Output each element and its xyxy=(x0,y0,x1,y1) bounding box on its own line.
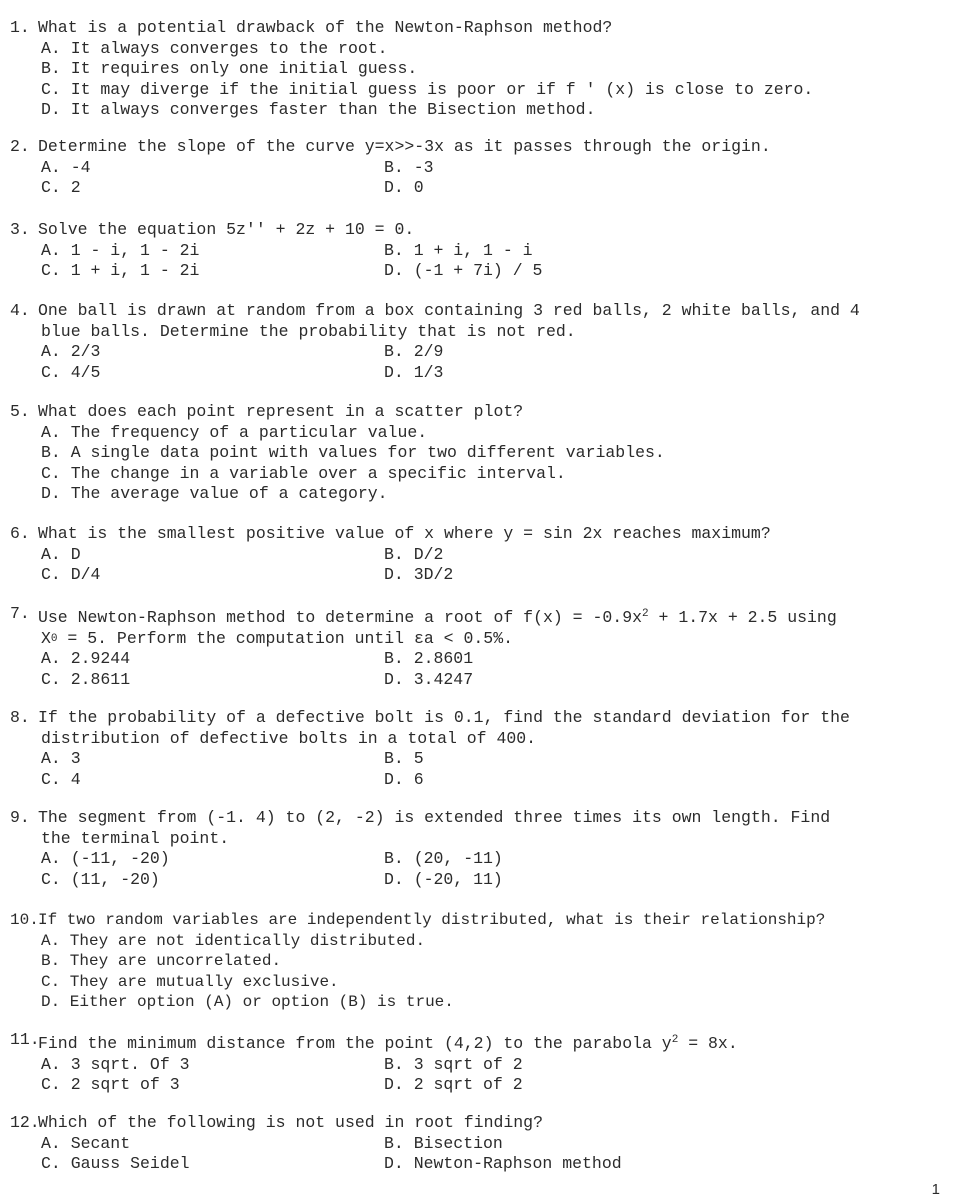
question-text: If the probability of a defective bolt is 0.1, find the standard deviation for the xyxy=(38,708,850,727)
option-a: A. The frequency of a particular value. xyxy=(41,422,428,442)
option-a: A. 3 sqrt. Of 3 xyxy=(41,1054,190,1074)
question-text: What is a potential drawback of the Newton-Raphson method? xyxy=(38,18,613,37)
question-text: Which of the following is not used in root finding? xyxy=(38,1113,543,1132)
option-b: B. 2.8601 xyxy=(384,649,474,668)
option-list xyxy=(10,931,960,1013)
question-5 xyxy=(10,402,960,505)
question-text: The segment from (-1. 4) to (2, -2) is extended three times its own length. Find xyxy=(38,808,831,827)
page-number: 1 xyxy=(931,1181,940,1198)
option-c: C. They are mutually exclusive. xyxy=(41,972,339,991)
option-a: A. (-11, -20) xyxy=(41,849,170,868)
option-b: B. 1 + i, 1 - i xyxy=(384,240,533,260)
option-a: A. It always converges to the root. xyxy=(41,38,388,58)
question-number: 12. xyxy=(10,1113,40,1132)
option-grid xyxy=(10,158,960,199)
option-grid xyxy=(10,545,960,586)
option-c: C. 1 + i, 1 - 2i xyxy=(41,261,200,280)
question-9 xyxy=(10,808,960,890)
question-4 xyxy=(10,301,960,383)
question-11 xyxy=(10,1030,960,1096)
option-c: C. 2.8611 xyxy=(41,669,131,689)
option-c: C. 4 xyxy=(41,769,81,789)
option-a: A. 1 - i, 1 - 2i xyxy=(41,240,200,260)
option-b: B. (20, -11) xyxy=(384,849,503,868)
option-list xyxy=(10,423,960,505)
question-text: If two random variables are independently distributed, what is their relationship? xyxy=(38,911,826,929)
question-text: One ball is drawn at random from a box containing 3 red balls, 2 white balls, and 4 xyxy=(38,301,860,320)
option-grid xyxy=(10,1055,960,1096)
question-text-continued: the terminal point. xyxy=(41,828,230,848)
option-a: A. D xyxy=(41,544,81,564)
question-text: What does each point represent in a scatter plot? xyxy=(38,402,524,421)
question-number: 11. xyxy=(10,1030,40,1049)
question-text: What is the smallest positive value of x where y = sin 2x reaches maximum? xyxy=(38,524,771,543)
question-number: 8. xyxy=(10,708,30,727)
option-c: C. (11, -20) xyxy=(41,869,160,889)
question-12 xyxy=(10,1113,960,1175)
option-b: B. 5 xyxy=(384,749,424,768)
question-1 xyxy=(10,18,960,121)
option-c: C. Gauss Seidel xyxy=(41,1154,190,1173)
option-b: B. 3 sqrt of 2 xyxy=(384,1054,523,1074)
option-d: D. 1/3 xyxy=(384,362,444,382)
option-list xyxy=(10,39,960,121)
question-2 xyxy=(10,137,960,199)
question-text-continued: X 0 = 5. Perform the computation until εa < 0.5%. xyxy=(41,628,513,648)
option-grid xyxy=(10,849,960,890)
option-d: D. 3D/2 xyxy=(384,565,454,584)
option-d: D. (-20, 11) xyxy=(384,869,503,889)
question-number: 7. xyxy=(10,604,30,623)
option-c: C. 4/5 xyxy=(41,362,101,382)
option-b: B. It requires only one initial guess. xyxy=(41,59,418,78)
question-3 xyxy=(10,220,960,282)
option-c: C. 2 xyxy=(41,178,81,197)
question-number: 1. xyxy=(10,18,30,37)
option-a: A. Secant xyxy=(41,1133,131,1153)
option-c: C. It may diverge if the initial guess is poor or if f ' (x) is close to zero. xyxy=(41,79,814,99)
option-a: A. They are not identically distributed. xyxy=(41,931,426,950)
question-text: Find the minimum distance from the point (4,2) to the parabola $y^2 = 8x$. xyxy=(38,1034,738,1053)
option-grid xyxy=(10,342,960,383)
option-grid xyxy=(10,649,960,690)
option-b: B. A single data point with values for two different variables. xyxy=(41,443,665,462)
option-c: C. D/4 xyxy=(41,565,101,584)
question-text: Use Newton-Raphson method to determine a root of $f(x) = -0.9x^2 + 1.7x + 2.5$ using xyxy=(38,608,837,627)
option-b: B. Bisection xyxy=(384,1133,503,1153)
option-b: B. They are uncorrelated. xyxy=(41,952,282,970)
option-d: D. 6 xyxy=(384,769,424,789)
option-grid xyxy=(10,749,960,790)
option-a: A. 2/3 xyxy=(41,342,101,361)
question-number: 5. xyxy=(10,402,30,421)
question-text: Determine the slope of the curve y=x>>-3x as it passes through the origin. xyxy=(38,137,771,156)
option-b: B. -3 xyxy=(384,157,434,177)
question-text-continued: blue balls. Determine the probability that is not red. xyxy=(41,321,576,341)
option-d: D. It always converges faster than the Bisection method. xyxy=(41,100,596,119)
option-grid xyxy=(10,1134,960,1175)
option-d: D. Either option (A) or option (B) is true. xyxy=(41,993,454,1011)
question-6 xyxy=(10,524,960,586)
question-text-continued: distribution of defective bolts in a total of 400. xyxy=(41,728,537,748)
option-a: A. 3 xyxy=(41,749,81,768)
option-d: D. The average value of a category. xyxy=(41,484,388,503)
option-a: A. -4 xyxy=(41,157,91,177)
question-8 xyxy=(10,708,960,790)
question-7 xyxy=(10,604,960,690)
option-b: B. D/2 xyxy=(384,544,444,564)
option-b: B. 2/9 xyxy=(384,342,444,361)
question-number: 4. xyxy=(10,301,30,320)
question-10 xyxy=(10,910,960,1013)
option-c: C. 2 sqrt of 3 xyxy=(41,1075,180,1094)
question-text: Solve the equation 5z'' + 2z + 10 = 0. xyxy=(38,220,415,239)
option-d: D. 2 sqrt of 2 xyxy=(384,1075,523,1094)
option-grid xyxy=(10,241,960,282)
question-number: 9. xyxy=(10,808,30,827)
question-number: 6. xyxy=(10,524,30,543)
question-number: 3. xyxy=(10,220,30,239)
option-d: D. (-1 + 7i) / 5 xyxy=(384,261,543,280)
question-number: 10. xyxy=(10,911,39,929)
option-d: D. 3.4247 xyxy=(384,669,474,689)
option-d: D. 0 xyxy=(384,178,424,197)
option-a: A. 2.9244 xyxy=(41,649,131,668)
option-d: D. Newton-Raphson method xyxy=(384,1154,622,1173)
option-c: C. The change in a variable over a specific interval. xyxy=(41,463,566,483)
question-number: 2. xyxy=(10,137,30,156)
